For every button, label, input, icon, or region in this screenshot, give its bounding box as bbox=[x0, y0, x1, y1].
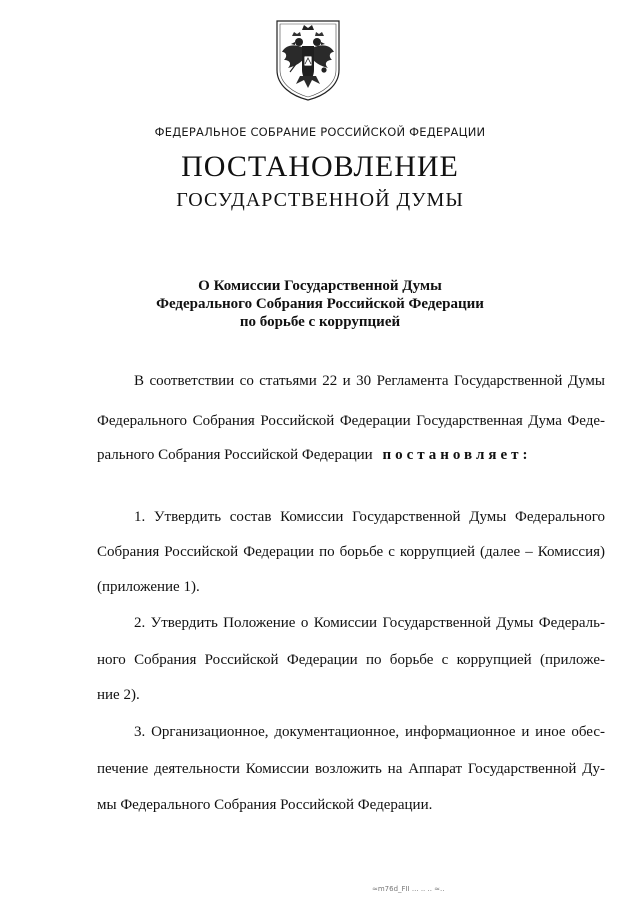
preamble-line-2: Федерального Собрания Российской Федерации Государственная Дума Феде- bbox=[97, 413, 605, 429]
resolves-keyword: постановляет: bbox=[382, 447, 532, 463]
item-1-line-1: 1. Утвердить состав Комиссии Государственной Думы Федерального bbox=[134, 509, 605, 525]
document-type-title: ПОСТАНОВЛЕНИЕ bbox=[181, 150, 459, 183]
subject-line-1: О Комиссии Государственной Думы bbox=[198, 278, 442, 294]
resolution-subject bbox=[0, 277, 640, 331]
item-2-line-3: ние 2). bbox=[97, 687, 140, 703]
item-2-line-1: 2. Утвердить Положение о Комиссии Государственной Думы Федераль- bbox=[134, 615, 605, 631]
item-2-line-2: ного Собрания Российской Федерации по борьбе с коррупцией (приложе- bbox=[97, 652, 605, 668]
issuer-subtitle: ГОСУДАРСТВЕННОЙ ДУМЫ bbox=[176, 189, 464, 211]
item-1-line-3: (приложение 1). bbox=[97, 579, 200, 595]
item-3-line-1: 3. Организационное, документационное, информационное и иное обес- bbox=[134, 724, 605, 740]
preamble-line-1: В соответствии со статьями 22 и 30 Регламента Государственной Думы bbox=[134, 373, 605, 389]
preamble-line-3 bbox=[97, 445, 605, 465]
subject-line-3: по борьбе с коррупцией bbox=[239, 314, 401, 330]
item-3-line-2: печение деятельности Комиссии возложить на Аппарат Государственной Ду- bbox=[97, 761, 605, 777]
organization-heading: ФЕДЕРАЛЬНОЕ СОБРАНИЕ РОССИЙСКОЙ ФЕДЕРАЦИИ bbox=[154, 125, 486, 139]
footer-registration-mark: ≈m76d_FII ... .. .. ≈.. bbox=[372, 885, 445, 893]
item-1-line-2: Собрания Российской Федерации по борьбе с коррупцией (далее – Комиссия) bbox=[97, 544, 605, 560]
coat-of-arms-emblem-icon bbox=[274, 18, 342, 102]
item-3-line-3: мы Федерального Собрания Российской Федерации. bbox=[97, 797, 433, 813]
preamble-line-3-text: рального Собрания Российской Федерации bbox=[97, 447, 373, 463]
subject-line-2: Федерального Собрания Российской Федерации bbox=[156, 296, 484, 312]
